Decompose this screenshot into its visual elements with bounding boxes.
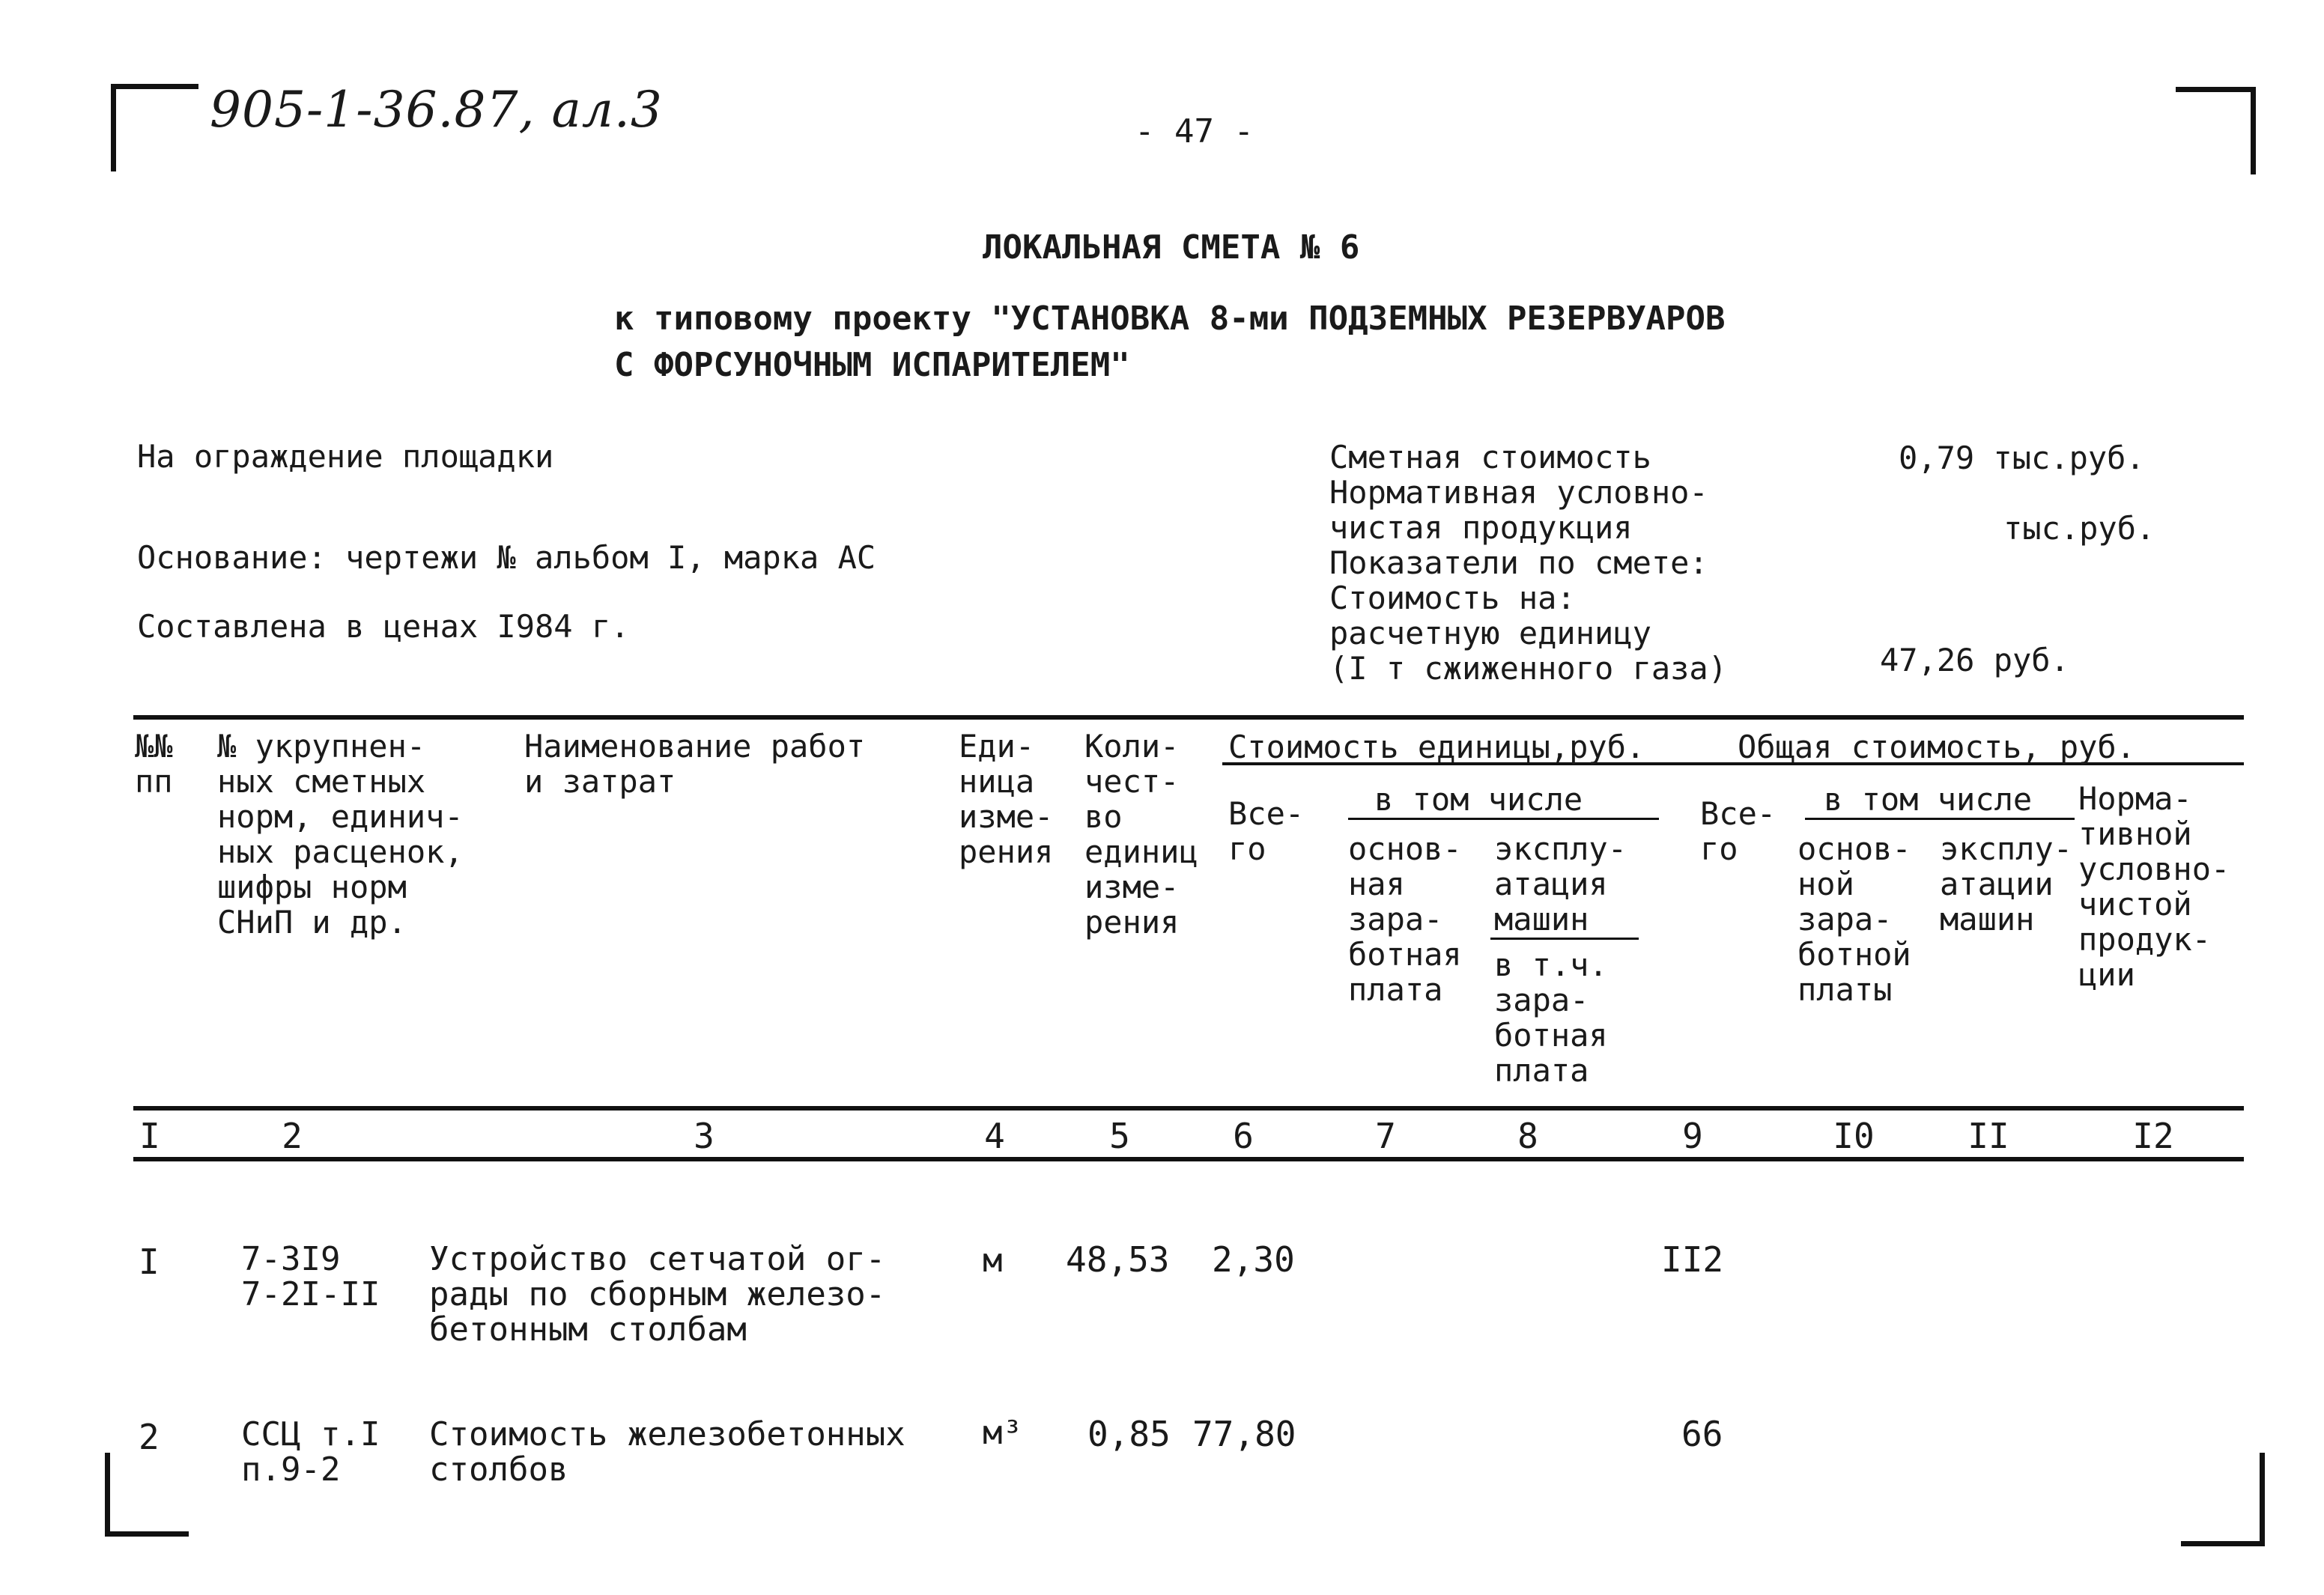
header-total-cost-total: Все- го — [1700, 795, 1777, 867]
row-2-number: 2 — [139, 1417, 160, 1457]
estimated-cost-value: 0,79 тыс.руб. — [1899, 440, 2145, 476]
indicators-label: Показатели по смете: Стоимость на: расчетную единицу (I т сжиженного газа) — [1329, 544, 1728, 687]
header-unit: Еди- ница изме- рения — [959, 728, 1054, 870]
row-1-work-name: Устройство сетчатой ог- рады по сборным железо- бетонным столбам — [429, 1240, 886, 1349]
row-2-total-cost: 66 — [1681, 1414, 1723, 1454]
column-number-3: 3 — [694, 1116, 715, 1156]
object-description: На ограждение площадки — [137, 438, 554, 475]
column-number-2: 2 — [282, 1116, 303, 1156]
header-unit-cost-including: в том числе — [1374, 781, 1583, 818]
column-number-4: 4 — [984, 1116, 1005, 1156]
row-1-number: I — [139, 1242, 160, 1282]
header-unit-machine-operation: эксплу- атация машин — [1494, 830, 1627, 938]
header-unit-base-wage: основ- ная зара- ботная плата — [1348, 830, 1462, 1008]
machines-split-rule — [1490, 938, 1639, 940]
row-1-unit-cost: 2,30 — [1212, 1239, 1295, 1280]
header-unit-cost-total: Все- го — [1228, 795, 1305, 867]
normative-product-label: Нормативная условно- чистая продукция — [1329, 474, 1708, 546]
row-2-work-name: Стоимость железобетонных столбов — [429, 1415, 905, 1489]
price-level: Составлена в ценах I984 г. — [137, 608, 630, 645]
row-1-norm-code: 7-3I9 7-2I-II — [241, 1240, 380, 1313]
header-total-base-wage: основ- ной зара- ботной платы — [1797, 830, 1911, 1008]
column-numbers-rule — [133, 1157, 2244, 1161]
column-number-7: 7 — [1375, 1116, 1396, 1156]
column-number-11: II — [1967, 1116, 2009, 1156]
document-code: 905-1-36.87, ал.3 — [210, 81, 663, 139]
header-unit-machine-wage: в т.ч. зара- ботная плата — [1494, 947, 1608, 1089]
estimate-basis: Основание: чертежи № альбом I, марка АС — [137, 539, 876, 576]
corner-mark-top-right — [2176, 87, 2256, 174]
corner-mark-bottom-left — [105, 1453, 189, 1537]
header-bottom-rule — [133, 1106, 2244, 1111]
header-total-machine-operation: эксплу- атации машин — [1940, 830, 2073, 938]
estimated-cost-label: Сметная стоимость — [1329, 439, 1651, 476]
table-top-rule — [133, 715, 2244, 720]
corner-mark-bottom-right — [2181, 1453, 2265, 1546]
project-subtitle-line2: С ФОРСУНОЧНЫМ ИСПАРИТЕЛЕМ" — [614, 346, 1130, 384]
estimate-title: ЛОКАЛЬНАЯ СМЕТА № 6 — [983, 228, 1360, 267]
indicators-value: 47,26 руб. — [1880, 642, 2069, 678]
row-1-quantity: 48,53 — [1066, 1239, 1170, 1280]
column-number-6: 6 — [1233, 1116, 1254, 1156]
column-number-10: I0 — [1833, 1116, 1875, 1156]
project-subtitle-line1: к типовому проекту "УСТАНОВКА 8-ми ПОДЗЕМНЫХ РЕЗЕРВУАРОВ — [614, 300, 1726, 338]
header-normative-product: Норма- тивной условно- чистой продук- ции — [2078, 780, 2230, 993]
column-number-5: 5 — [1109, 1116, 1130, 1156]
column-number-12: I2 — [2132, 1116, 2174, 1156]
column-number-8: 8 — [1517, 1116, 1538, 1156]
row-1-unit: м — [983, 1242, 1003, 1280]
column-number-9: 9 — [1682, 1116, 1703, 1156]
total-cost-incl-rule — [1805, 818, 2075, 820]
page-number: - 47 - — [1135, 112, 1254, 151]
header-norm-code: № укрупнен- ных сметных норм, единич- ных расценок, шифры норм СНиП и др. — [217, 728, 464, 941]
header-total-cost-including: в том числе — [1824, 781, 2033, 818]
row-2-unit-cost: 77,80 — [1192, 1414, 1296, 1454]
column-number-1: I — [139, 1116, 160, 1156]
row-2-quantity: 0,85 — [1087, 1414, 1171, 1454]
header-quantity: Коли- чест- во единиц изме- рения — [1084, 728, 1198, 941]
header-row-number: №№ пп — [135, 728, 173, 800]
header-work-name: Наименование работ и затрат — [524, 728, 866, 800]
header-unit-cost-group: Стоимость единицы,руб. — [1228, 729, 1645, 765]
row-2-unit: м³ — [983, 1414, 1022, 1452]
unit-cost-incl-rule — [1348, 818, 1659, 820]
header-total-cost-group: Общая стоимость, руб. — [1738, 729, 2136, 765]
normative-product-value: тыс.руб. — [2003, 510, 2155, 547]
row-1-total-cost: II2 — [1661, 1239, 1724, 1280]
row-2-norm-code: ССЦ т.I п.9-2 — [241, 1415, 380, 1489]
corner-mark-top-left — [111, 84, 198, 171]
